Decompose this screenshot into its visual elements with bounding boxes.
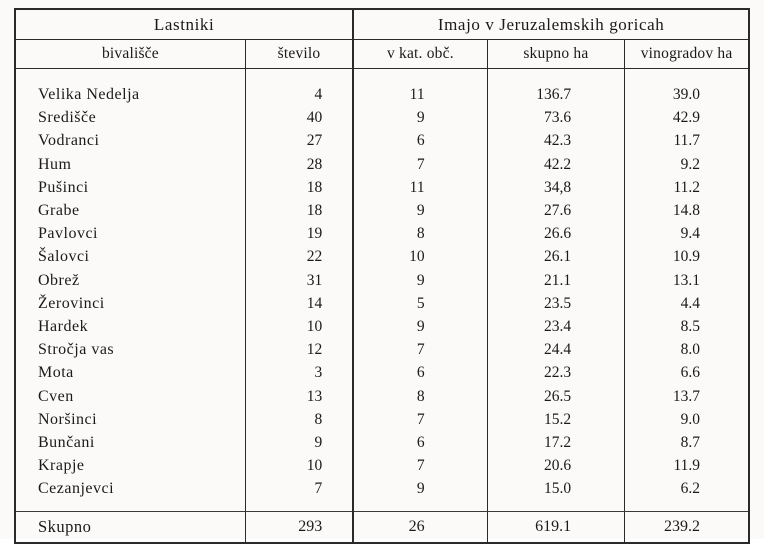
cell-count: 3 [245, 361, 353, 384]
cell-cadastral: 6 [353, 129, 487, 152]
cell-count: 7 [245, 477, 353, 500]
total-label: Skupno [15, 511, 245, 543]
table-group-header-row [15, 9, 749, 40]
cell-count: 9 [245, 431, 353, 454]
cell-settlement: Šalovci [15, 245, 245, 268]
column-header-settlement: bivališče [15, 40, 245, 69]
spacer-cell-5 [625, 501, 749, 512]
cell-vineyards-ha: 6.6 [625, 361, 749, 384]
body-top-spacer-row [15, 69, 749, 84]
total-total-ha: 619.1 [487, 511, 625, 543]
cell-settlement: Noršinci [15, 408, 245, 431]
cell-total-ha: 15.2 [487, 408, 625, 431]
cell-cadastral: 9 [353, 106, 487, 129]
group-header-owners: Lastniki [15, 9, 353, 40]
cell-settlement: Središče [15, 106, 245, 129]
cell-cadastral: 5 [353, 292, 487, 315]
cell-count: 22 [245, 245, 353, 268]
cell-count: 10 [245, 454, 353, 477]
cell-cadastral: 10 [353, 245, 487, 268]
total-count: 293 [245, 511, 353, 543]
cell-total-ha: 23.4 [487, 315, 625, 338]
table-row [15, 454, 749, 477]
cell-settlement: Cven [15, 385, 245, 408]
spacer-cell-4 [487, 69, 625, 84]
owners-vineyards-table [14, 8, 750, 544]
cell-settlement: Pušinci [15, 176, 245, 199]
cell-count: 4 [245, 83, 353, 106]
cell-vineyards-ha: 8.0 [625, 338, 749, 361]
spacer-cell-5 [625, 69, 749, 84]
group-header-jeruzalem-hills: Imajo v Jeruzalemskih goricah [353, 9, 749, 40]
cell-count: 40 [245, 106, 353, 129]
cell-cadastral: 7 [353, 454, 487, 477]
cell-vineyards-ha: 6.2 [625, 477, 749, 500]
table-row [15, 477, 749, 500]
cell-vineyards-ha: 39.0 [625, 83, 749, 106]
cell-count: 14 [245, 292, 353, 315]
cell-vineyards-ha: 9.2 [625, 153, 749, 176]
total-vineyards-ha: 239.2 [625, 511, 749, 543]
cell-total-ha: 73.6 [487, 106, 625, 129]
column-header-total-ha: skupno ha [487, 40, 625, 69]
cell-count: 31 [245, 269, 353, 292]
cell-vineyards-ha: 42.9 [625, 106, 749, 129]
cell-total-ha: 136.7 [487, 83, 625, 106]
cell-count: 27 [245, 129, 353, 152]
cell-cadastral: 6 [353, 361, 487, 384]
cell-settlement: Vodranci [15, 129, 245, 152]
cell-vineyards-ha: 13.1 [625, 269, 749, 292]
column-header-vineyards-ha: vinogradov ha [625, 40, 749, 69]
cell-cadastral: 6 [353, 431, 487, 454]
cell-count: 28 [245, 153, 353, 176]
cell-settlement: Žerovinci [15, 292, 245, 315]
cell-vineyards-ha: 8.7 [625, 431, 749, 454]
cell-vineyards-ha: 11.7 [625, 129, 749, 152]
table-row [15, 292, 749, 315]
spacer-cell-1 [15, 69, 245, 84]
cell-cadastral: 7 [353, 338, 487, 361]
cell-cadastral: 8 [353, 385, 487, 408]
cell-cadastral: 7 [353, 153, 487, 176]
cell-cadastral: 7 [353, 408, 487, 431]
cell-count: 19 [245, 222, 353, 245]
cell-vineyards-ha: 10.9 [625, 245, 749, 268]
table-row [15, 176, 749, 199]
cell-count: 18 [245, 176, 353, 199]
cell-vineyards-ha: 11.2 [625, 176, 749, 199]
table-row [15, 361, 749, 384]
cell-cadastral: 9 [353, 315, 487, 338]
cell-total-ha: 24.4 [487, 338, 625, 361]
column-header-cadastral: v kat. obč. [353, 40, 487, 69]
cell-total-ha: 17.2 [487, 431, 625, 454]
cell-count: 10 [245, 315, 353, 338]
table-row [15, 83, 749, 106]
cell-count: 18 [245, 199, 353, 222]
cell-cadastral: 11 [353, 83, 487, 106]
cell-settlement: Bunčani [15, 431, 245, 454]
table-row [15, 106, 749, 129]
cell-vineyards-ha: 13.7 [625, 385, 749, 408]
cell-total-ha: 22.3 [487, 361, 625, 384]
total-cadastral: 26 [353, 511, 487, 543]
cell-settlement: Velika Nedelja [15, 83, 245, 106]
cell-count: 8 [245, 408, 353, 431]
cell-vineyards-ha: 8.5 [625, 315, 749, 338]
cell-total-ha: 27.6 [487, 199, 625, 222]
cell-settlement: Pavlovci [15, 222, 245, 245]
table-row [15, 431, 749, 454]
table-row [15, 222, 749, 245]
spacer-cell-2 [245, 69, 353, 84]
cell-total-ha: 34,8 [487, 176, 625, 199]
cell-settlement: Hardek [15, 315, 245, 338]
cell-cadastral: 9 [353, 477, 487, 500]
cell-count: 12 [245, 338, 353, 361]
cell-cadastral: 8 [353, 222, 487, 245]
spacer-cell-4 [487, 501, 625, 512]
table-row [15, 269, 749, 292]
cell-vineyards-ha: 9.0 [625, 408, 749, 431]
cell-total-ha: 26.6 [487, 222, 625, 245]
column-header-count: število [245, 40, 353, 69]
table-row [15, 129, 749, 152]
cell-settlement: Cezanjevci [15, 477, 245, 500]
table-row [15, 153, 749, 176]
cell-total-ha: 26.5 [487, 385, 625, 408]
table-row [15, 338, 749, 361]
cell-total-ha: 26.1 [487, 245, 625, 268]
cell-total-ha: 42.2 [487, 153, 625, 176]
spacer-cell-3 [353, 69, 487, 84]
cell-vineyards-ha: 11.9 [625, 454, 749, 477]
cell-settlement: Krapje [15, 454, 245, 477]
cell-settlement: Mota [15, 361, 245, 384]
cell-cadastral: 9 [353, 269, 487, 292]
cell-count: 13 [245, 385, 353, 408]
spacer-cell-1 [15, 501, 245, 512]
cell-settlement: Obrež [15, 269, 245, 292]
table-column-header-row [15, 40, 749, 69]
cell-settlement: Stročja vas [15, 338, 245, 361]
spacer-cell-2 [245, 501, 353, 512]
cell-vineyards-ha: 4.4 [625, 292, 749, 315]
cell-total-ha: 15.0 [487, 477, 625, 500]
cell-settlement: Grabe [15, 199, 245, 222]
cell-total-ha: 23.5 [487, 292, 625, 315]
table-row [15, 385, 749, 408]
cell-settlement: Hum [15, 153, 245, 176]
table-row [15, 315, 749, 338]
cell-cadastral: 9 [353, 199, 487, 222]
table-row [15, 245, 749, 268]
cell-vineyards-ha: 9.4 [625, 222, 749, 245]
cell-total-ha: 21.1 [487, 269, 625, 292]
table-total-row [15, 511, 749, 543]
cell-total-ha: 42.3 [487, 129, 625, 152]
spacer-cell-3 [353, 501, 487, 512]
table-row [15, 199, 749, 222]
body-bottom-spacer-row [15, 501, 749, 512]
table-row [15, 408, 749, 431]
cell-total-ha: 20.6 [487, 454, 625, 477]
cell-vineyards-ha: 14.8 [625, 199, 749, 222]
cell-cadastral: 11 [353, 176, 487, 199]
